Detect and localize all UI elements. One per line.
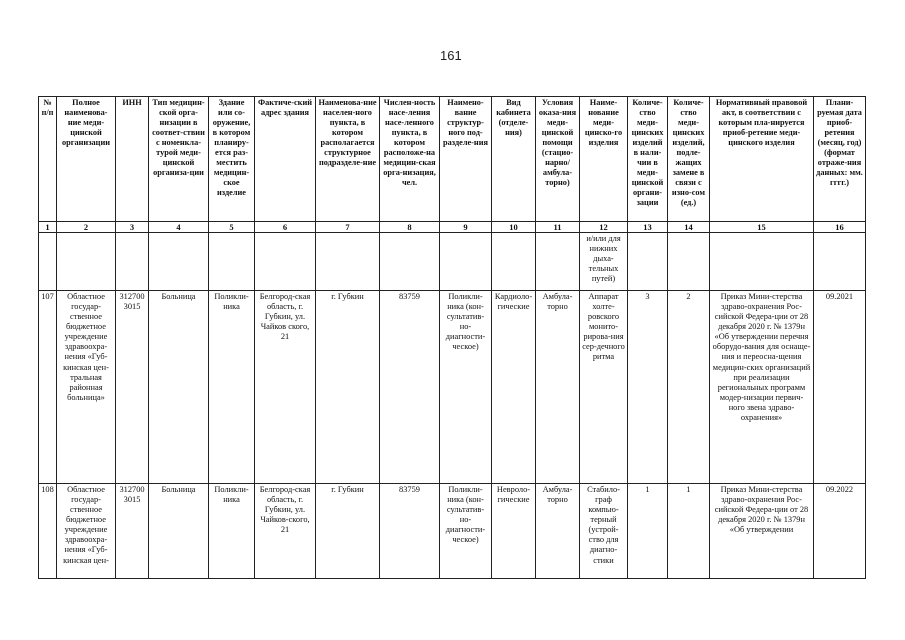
column-number: 12 [580,222,628,233]
column-number: 2 [57,222,116,233]
header-cell: ИНН [116,97,149,222]
column-number: 5 [209,222,255,233]
row-number: 108 [39,484,57,579]
planned-date: 09.2021 [814,291,866,484]
building: Поликли-ника [209,291,255,484]
inn-value: 312700 3015 [116,291,149,484]
organization-type: Больница [149,291,209,484]
quantity-available: 1 [628,484,668,579]
structural-unit: Поликли-ника (кон-сультатив-но-диагности-ческое) [440,484,492,579]
population: 83759 [380,291,440,484]
page-number: 161 [440,48,462,63]
header-row [39,97,866,222]
header-cell: Здание или со-оружение, в котором планиру-ется раз-местить медицин-ское изделие [209,97,255,222]
column-number: 15 [710,222,814,233]
organization-type: Больница [149,484,209,579]
column-number: 13 [628,222,668,233]
table-row [39,484,866,579]
legal-act: Приказ Мини-стерства здраво-охранения Рос-сийской Федера-ции от 28 декабря 2020 г. № 1379н «Об утверждении [710,484,814,579]
organization-name: Областное государ-ственное бюджетное учреждение здравоохра-нения «Губ-кинская цен- [57,484,116,579]
structural-unit: Поликли-ника (кон-сультатив-но-диагности-ческое) [440,291,492,484]
quantity-to-replace: 2 [668,291,710,484]
column-number: 8 [380,222,440,233]
table-row [39,291,866,484]
header-cell: Условия оказа-ния меди-цинской помощи (стацио-нарно/ амбула-торно) [536,97,580,222]
header-cell: Наимено-вание структур-ного под-разделе-ния [440,97,492,222]
column-number: 10 [492,222,536,233]
column-number: 3 [116,222,149,233]
header-cell: Фактиче-ский адрес здания [255,97,316,222]
column-number: 14 [668,222,710,233]
quantity-available: 3 [628,291,668,484]
column-number: 11 [536,222,580,233]
header-cell: Плани-руемая дата приоб-ретения (месяц, год) (формат отраже-ния данных: мм. гггг.) [814,97,866,222]
column-number: 1 [39,222,57,233]
header-cell: Тип медицин-ской орга-низации в соответ-ствии с номенкла-турой меди-цинской организа-ции [149,97,209,222]
cabinet-type: Кардиоло-гические [492,291,536,484]
header-cell: Наиме-нование меди-цинско-го изделия [580,97,628,222]
settlement: г. Губкин [316,484,380,579]
planned-date: 09.2022 [814,484,866,579]
column-number: 7 [316,222,380,233]
population: 83759 [380,484,440,579]
legal-act: Приказ Мини-стерства здраво-охранения Рос-сийской Федера-ции от 28 декабря 2020 г. № 1379н «Об утверждении перечня оборудо-вания для оснаще-ния и переосна-щения медицин-ских организаций при реализации региональных программ модер-низации первич-ного звена здраво-охранения» [710,291,814,484]
header-cell: Полное наименова-ние меди-цинской организации [57,97,116,222]
header-cell: Количе-ство меди-цинских изделий в нали-чии в меди-цинской органи-зации [628,97,668,222]
quantity-to-replace: 1 [668,484,710,579]
column-number: 16 [814,222,866,233]
header-cell: Наименова-ние населен-ного пункта, в котором располагается структурное подразделе-ние [316,97,380,222]
address: Белгород-ская область, г. Губкин, ул. Чайков ского, 21 [255,291,316,484]
header-cell: Нормативный правовой акт, в соответствии с которым пла-нируется приоб-ретение меди-цинского изделия [710,97,814,222]
settlement: г. Губкин [316,291,380,484]
address: Белгород-ская область, г. Губкин, ул. Чайков-ского, 21 [255,484,316,579]
header-cell: Числен-ность насе-ления насе-ленного пункта, в котором расположе-на медицин-ская орга-низация, чел. [380,97,440,222]
cabinet-type: Невроло-гические [492,484,536,579]
care-conditions: Амбула-торно [536,291,580,484]
equipment-registry-table [38,96,866,579]
row-number: 107 [39,291,57,484]
continuation-row [39,233,866,291]
building: Поликли-ника [209,484,255,579]
device-name: Аппарат холте-ровского монито-рирова-ния сер-дечного ритма [580,291,628,484]
continuation-device-text: и/или для нижних дыха-тельных путей) [580,233,628,291]
column-number: 6 [255,222,316,233]
inn-value: 312700 3015 [116,484,149,579]
header-cell: Вид кабинета (отделе-ния) [492,97,536,222]
column-number: 4 [149,222,209,233]
device-name: Стабило-граф компью-терный (устрой-ство для диагно-стики [580,484,628,579]
organization-name: Областное государ-ственное бюджетное учреждение здравоохра-нения «Губ-кинская цен-тральная районная больница» [57,291,116,484]
header-cell: Количе-ство меди-цинских изделий, подле-жащих замене в связи с изно-сом (ед.) [668,97,710,222]
header-cell: № п/п [39,97,57,222]
care-conditions: Амбула-торно [536,484,580,579]
column-number-row [39,222,866,233]
column-number: 9 [440,222,492,233]
